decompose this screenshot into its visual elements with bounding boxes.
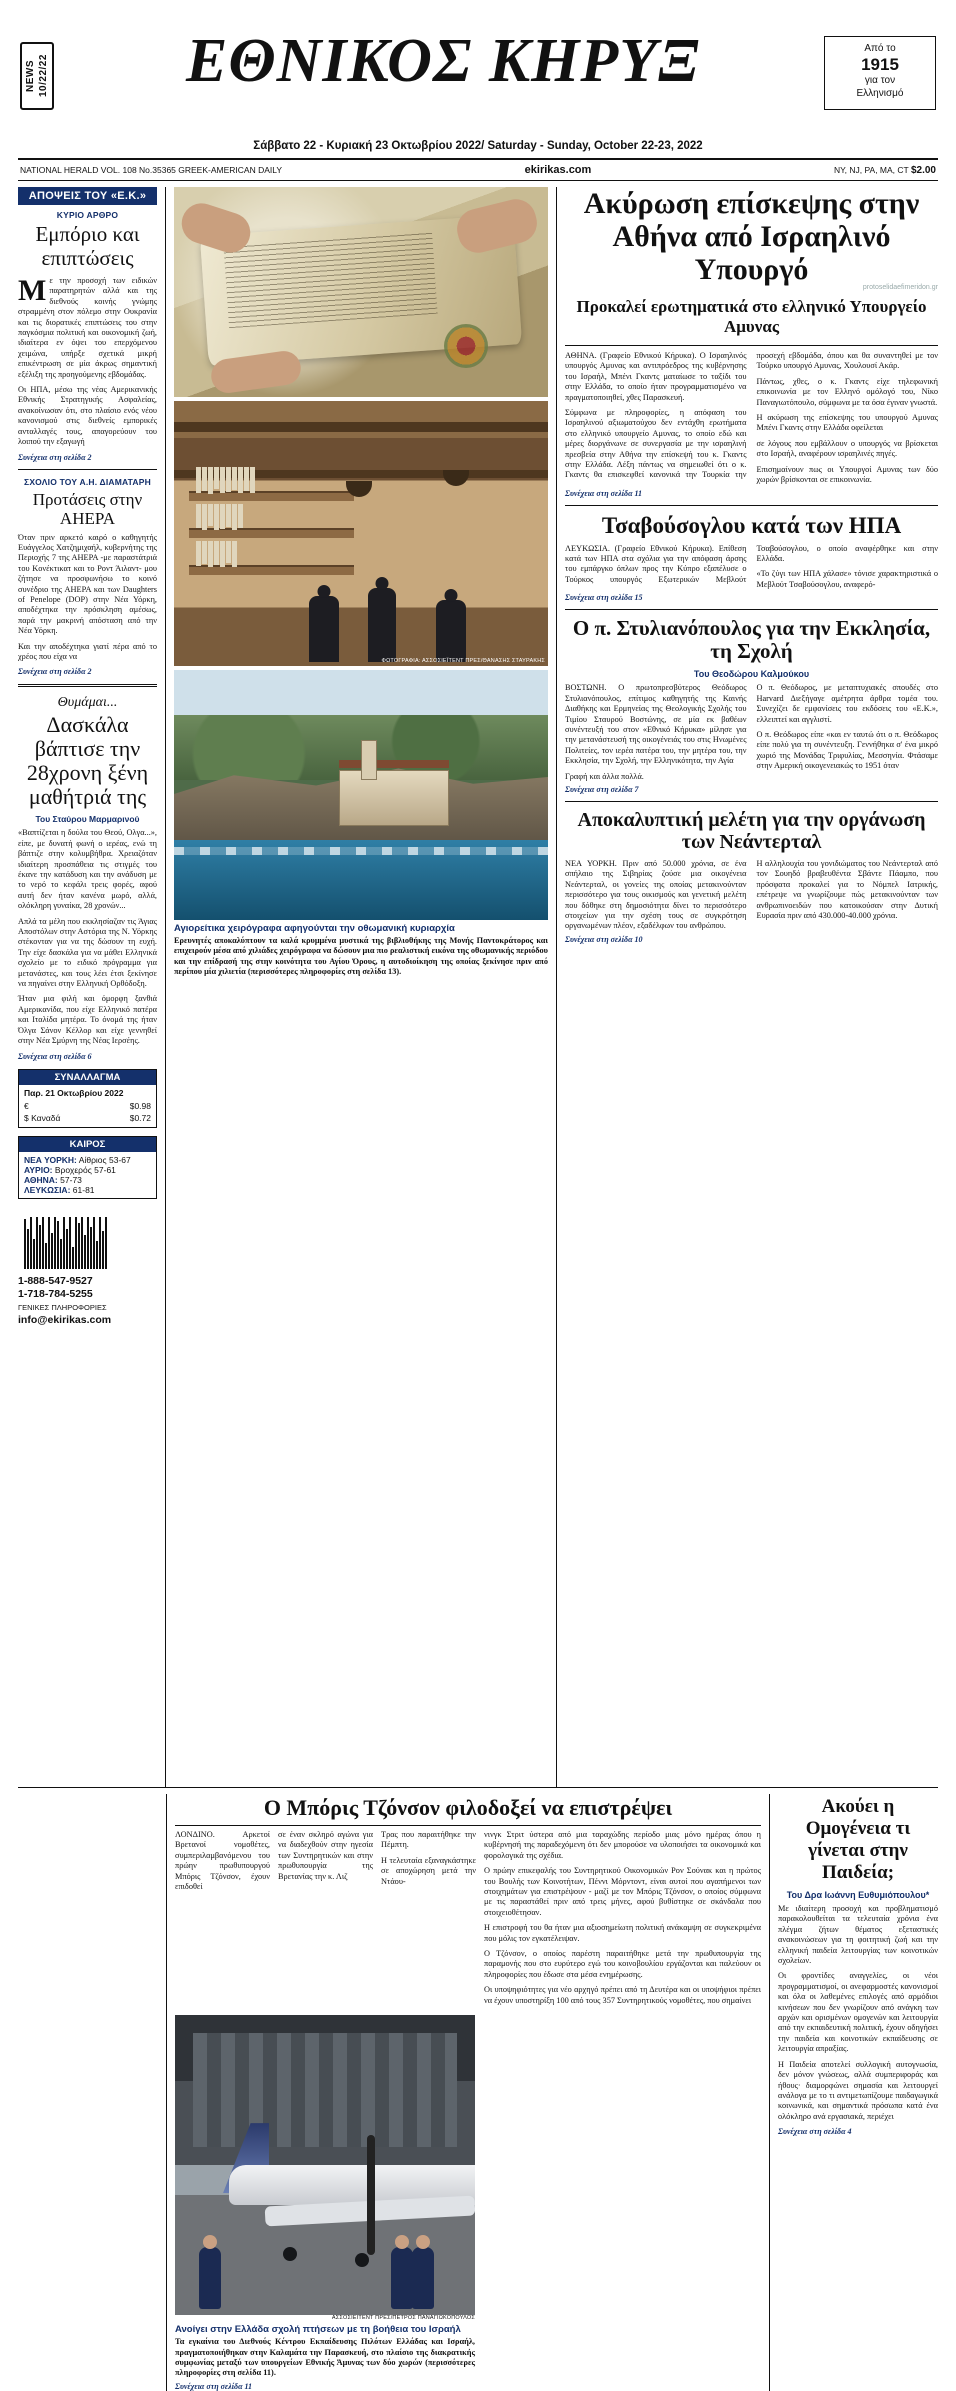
currency-label: €	[24, 1100, 29, 1111]
info-bar-divider	[18, 180, 938, 181]
commentary-title: Προτάσεις στην ΑΗΕΡΑ	[32, 489, 143, 528]
website-link[interactable]: ekirikas.com	[524, 164, 592, 176]
stylianopoulos-body	[565, 683, 938, 782]
info-bar	[18, 160, 938, 180]
johnson-body	[175, 1830, 761, 2011]
dateline: Σάββατο 22 - Κυριακή 23 Οκτωβρίου 2022/ Saturday - Sunday, October 22-23, 2022	[253, 140, 703, 152]
phone-primary[interactable]: 1-888-547-9527	[18, 1274, 93, 1287]
photo-monastery-blurb: Ερευνητές αποκαλύπτουν τα καλά κρυμμένα μυστικά της βιβλιοθήκης της Μονής Παντοκράτορος και επιχειρούν μέσα από χιλιάδες χειρόγραφα να δώσουν μια πιο ρεαλιστική εικόνα της οθωμανικής περιόδου και την επίδρασή της στην κοινότητα του Αγίου Όρους, η αυτοδιοίκηση της οποίας ξεκίνησε πριν από περίπου μία χιλιετία (περισσότερες πληροφορίες στη σελίδα 13).	[174, 936, 548, 977]
editorial-kicker: ΚΥΡΙΟ ΑΡΘΡΟ	[56, 210, 119, 220]
opinion-header: ΑΠΟΨΕΙΣ ΤΟΥ «Ε.Κ.»	[18, 187, 157, 205]
weather-city: ΝΕΑ ΥΟΡΚΗ:	[24, 1154, 77, 1165]
commentary-continued[interactable]: Συνέχεια στη σελίδα 2	[18, 667, 92, 677]
opinion-column	[18, 187, 166, 1787]
photo-library	[174, 401, 548, 666]
memory-title: Δασκάλα βάπτισε την 28χρονη ξένη μαθήτριά της	[26, 712, 149, 810]
list-item	[24, 1155, 151, 1165]
left-divider-2	[18, 684, 157, 687]
right-divider-3	[565, 801, 938, 802]
volume-info: NATIONAL HERALD VOL. 108 No.35365 GREEK-AMERICAN DAILY	[20, 165, 283, 175]
lead-deck: Προκαλεί ερωτηματικά στο ελληνικό Υπουργείο Αμυνας	[576, 297, 927, 336]
photo-credit: ΦΩΤΟΓΡΑΦΙΑ: ΑΣΣΟΣΙΕΪΤΕΝΤ ΠΡΕΣ/ΘΑΝΑΣΗΣ ΣΤΑΥΡΑΚΗΣ	[381, 658, 545, 664]
weather-city: ΛΕΥΚΩΣΙΑ:	[24, 1184, 71, 1195]
contact-block	[18, 1275, 157, 1327]
table-row	[24, 1100, 151, 1112]
johnson-headline[interactable]: Ο Μπόρις Τζόνσον φιλοδοξεί να επιστρέψει	[263, 1795, 673, 1820]
johnson-article	[166, 1794, 770, 2391]
news-column	[556, 187, 938, 1787]
photo-aircraft-caption: Ανοίγει στην Ελλάδα σχολή πτήσεων με τη βοήθεια του Ισραήλ	[175, 2324, 461, 2336]
phone-secondary[interactable]: 1-718-784-5255	[18, 1287, 93, 1300]
cavusoglu-body	[565, 544, 938, 591]
commentary-kicker: ΣΧΟΛΙΟ ΤΟΥ Α.Η. ΔΙΑΜΑΤΑΡΗ	[24, 476, 151, 487]
bottom-divider	[18, 1787, 938, 1788]
currency-value: $0.98	[129, 1100, 151, 1111]
list-item	[24, 1175, 151, 1185]
cavusoglu-text: ΛΕΥΚΩΣΙΑ. (Γραφείο Εθνικού Κήρυκα). Επίθεση κατά των ΗΠΑ στα σχόλια για την απόφαση άρσης του εμπάργκο όπλων προς την Κύπρο εξαπέλυσε ο Τούρκος υπουργός Εξωτερικών Μεβλούτ Τσαβούσογλου, ο οποίο αναφέρθηκε και στην Ελλάδα. «Το ζύγι των ΗΠΑ χάλασε» τόνισε χαρακτηριστικά ο Μεβλούτ Τσαβούσογλου, αναφερό-	[565, 543, 938, 589]
neanderthal-col2: Η αλληλουχία του γονιδιώματος του Νεάντερταλ από τον Σουηδό βραβευθέντα Σβάντε Πάαμπο, που πρόσφατα προκαλεί για το Νόμπελ Ιατρικής, επέτρεψε να γνωρίζουμε πώς μετακινούνταν των ανθρωπινοειδών που κατοικούσαν στην Δυτική Ευρασία πριν από 430.000-40.000 χρόνια.	[756, 858, 938, 920]
general-info-label: ΓΕΝΙΚΕΣ ΠΛΗΡΟΦΟΡΙΕΣ	[18, 1302, 107, 1312]
news-date-badge-label: NEWS 10/22/22	[25, 54, 49, 98]
cavusoglu-continued[interactable]: Συνέχεια στη σελίδα 15	[565, 593, 643, 603]
currency-value: $0.72	[129, 1112, 151, 1123]
cavusoglu-headline[interactable]: Τσαβούσογλου κατά των ΗΠΑ	[601, 512, 902, 538]
education-continued[interactable]: Συνέχεια στη σελίδα 4	[778, 2127, 852, 2137]
johnson-col2: σε έναν σκληρό αγώνα για να διαδεχθούν στην ηγεσία των Συντηρητικών και στην πρωθυπουργία της Βρετανίας την κ. Λιζ	[278, 1830, 373, 1881]
photo-column	[166, 187, 556, 1787]
memory-kicker: Θυμάμαι...	[57, 695, 118, 711]
stylianopoulos-col1: ΒΟΣΤΩΝΗ. Ο πρωτοπρεσβύτερος Θεόδωρος Στυλιανόπουλος, επίτιμος καθηγητής της Καινής Διαθήκης και Ερμηνείας της Θεολογικής Σχολής του Τιμίου Σταυρού Βοστώνης, σε μία εκ βαθέων συνέντευξή του στον «Εθνικό Κήρυκα» μίλησε για την μετανάστευσή της οικογένειάς του στις Ηνωμένες Πολιτείες, τον ιερέα πατέρα του, την μητέρα του, την Εκκλησία, την Σχολή, την Ελληνικότητα, την Αγία	[565, 683, 747, 766]
editorial-body: Με την προσοχή των ειδικών παρατηρητών αλλά και της διεθνούς κοινής γνώμης στραμμένη στον πόλεμο στην Ουκρανία και τις διορατικές επιπτώσεις του στην παγκόσμια πολιτική και οικονομική ζωή, ιδιαίτερα εν όψει του επερχόμενου χειμώνα, υπήρξε σχετικά μικρή επικέντρωση σε μία άκρως σημαντική εξέλιξη της προηγούμενης εβδομάδας. Οι ΗΠΑ, μέσω της νέας Αμερικανικής Εθνικής Στρατηγικής Ασφαλείας, ανακοίνωσαν ότι, στο πλαίσιο ενός νέου κανονισμού στις διεθνείς εμπορικές ανταλλαγές τους, απαγορεύουν του λοιπού την εξαγωγή	[18, 274, 157, 447]
news-date-badge	[20, 42, 54, 110]
since-line2: για τον	[864, 75, 896, 86]
lead-body-col2: σε λόγους που εμβάλλουν ο υπουργός να βρίσκεται στο Ισραήλ, αναφέρουν ισραηλινές πηγές. Επισημαίνουν πως οι Υπουργοί Αμυνας των δύο χωρών βρίσκονται σε επικοινωνία.	[756, 438, 938, 485]
memory-body: «Βαπτίζεται η δούλα του Θεού, Ολγα...», είπε, με δυνατή φωνή ο ιερέας, ενώ τη βάπτιζε στην κολυμβήθρα. Χρειαζόταν ιδιαίτερη προσπάθεια τις στιγμές του έκανε την κατάδυση και την ανάδυση με το νερό το κεφάλι τρεις φορές, αφού αυτή δεν ήταν κανένα μωρό, αλλά, ολόκληρη γυναίκα, 28 χρονών... Απλά τα μέλη που εκκλησίαζαν τις Άγιας Αποστόλων στην Αστόρια της Ν. Υόρκης στέκονταν για να της δώσουν τη ευχή. Την είχε δασκάλα για να μάθει Ελληνικά σχολείο με το ειδικό πρόγραμμα για μετανάστες, και τους λέει έτσι ξεκίνησε να πηγαίνει στην Ελληνική Ορθόδοξη. Ήταν μια φιλή και όμορφη ξανθιά Αμερικανίδα, που είχε Ελληνικό πατέρα και Ιταλίδα μητέρα. Το όνομά της ήταν Όλγα Σάνον Κέλλορ και είχε γεννηθεί στην Νέα Σμύρνη της Νέας Ιερσέης.	[18, 828, 157, 1046]
bottom-left-spacer	[18, 1794, 166, 2391]
watermark-text: protoselidaefimeridon.gr	[862, 284, 938, 291]
newspaper-logo: ΕΘΝΙΚΟΣ ΚΗΡΥΞ	[185, 27, 701, 95]
weather-header: ΚΑΙΡΟΣ	[19, 1137, 156, 1152]
lead-body-col1: ΑΘΗΝΑ. (Γραφείο Εθνικού Κήρυκα). Ο Ισραηλινός υπουργός Αμυνας και αντιπρόεδρος της κυβέρνησης του Ισραήλ, Μπένι Γκαντς ματαίωσε το ταξίδι του στην Ελλάδα, το οποίο ήταν προγραμματισμένο να πραγματοποιηθεί, χθες Παρασκευή. Σύμφωνα με πληροφορίες, η απόφαση του Ισραηλινού αξιωματούχου δεν εντάχθη ερωτήματα στο ελληνικό υπουργείο Αμυνας, το οποίο εδώ και μέρες διοργάνωνε σε συνεργασία με την ισραηλινή πρεσβεία στην Αθήνα την επίσκεψή του κ. Γκαντς στην Ελλάδα. Λέξη πάντως να σημειωθεί ότι ο κ. Γκαντς θα επισκεφθεί κανονικά την Τουρκία την προσεχή εβδομάδα, όπου και θα συναντηθεί με τον Τούρκο υπουργό Αμυνας, Χουλουσί Ακάρ. Πάντως, χθες, ο κ. Γκαντς είχε τηλεφωνική επικοινωνία με τον Ελληνό ομόλογό του, Νίκο Παναγιωτόπουλο, σύμφωνα με τα όσα έγιναν γνωστά. Η ακύρωση της επίσκεψης του υπουργού Αμυνας Μπένι Γκαντς στην Ελλάδα οφείλεται	[565, 351, 938, 480]
weather-text: Βροχερός 57-61	[54, 1164, 116, 1175]
currency-box	[18, 1069, 157, 1128]
weather-city: ΑΘΗΝΑ:	[24, 1174, 58, 1185]
johnson-col4: νινγκ Στριτ ύστερα από μια ταραχώδης περίοδο μιας μόνο ημέρας όπου η κυβέρνησή της παραδεχόμενη ότι δεν μπορούσε να υλοποιήσει τα οικονομικά και φορολογικά της σχέδια. Ο πρώην επικεφαλής του Συντηρητικού Οικονομικών Ρον Σούνακ και η πρώτος του Βουλής των Κοινοτήτων, Πέννι Μόρντοντ, είναι αυτοί που αγαπήμενοι των στοιχημάτων για επιστρέψουν - μαζί με τον Μπόρις Τζόνσον, ο οποίος σύμφωνα με τις παραστάθεί πριν από τρεις μήνες, αφού βυθίστηκε σε σκάνδαλα που στοιχειοθέτησαν. Η επιστροφή του θα ήταν μια αξιοσημείωτη πολιτική ανάκαμψη σε συγκεκριμένα που μόλις τον εγκατέλειψαν. Ο Τζόνσον, ο οποίος παρέστη παραιτήθηκε μετά την πρωθυπουργία της παραμονής που στο ευρύτερο εγώ του κοινοβουλίου εργάζονται και παλεύουν οι πληροφορίες που έδωσε στα μέσα ενημέρωσης. Οι υποψηφιότητες για νέο αρχηγό πρέπει από τη Δευτέρα και οι υποψήφιοι πρέπει να έχουν υποστηρίξη 100 από τους 357 Συντηρητικούς νομοθέτες, που σημαίνει	[484, 1830, 761, 2005]
neanderthal-col1: ΝΕΑ ΥΟΡΚΗ. Πριν από 50.000 χρόνια, σε ένα σπήλαιο της Σιβηρίας ζούσε μια οικογένεια Νεάντερταλ, οι γονείες της οποίας μετακινούνταν περισσότερο για τους οικισμούς και γενετική μελέτη που δόθηκε στη δημοσιότητα δίνει το περισσότερο στοιχείων για την σχέση τους σε συγκρότηση οργανωμένων πλέον, εξαδέλφων του ανθρώπου.	[565, 858, 747, 931]
photo-monastery	[174, 670, 548, 920]
neanderthal-continued[interactable]: Συνέχεια στη σελίδα 10	[565, 934, 643, 944]
masthead	[18, 14, 938, 134]
lead-headline[interactable]: Ακύρωση επίσκεψης στην Αθήνα από Ισραηλινό Υπουργό	[583, 187, 920, 286]
education-body: Με ιδιαίτερη προσοχή και προβληματισμό παρακολουθείται τα τελευταία χρόνια ένα πλέγμα ζήτων θέματος εξεταστικές ανακοινώσεων για τη φοιτητική ζωή και την ελληνική παιδεία λειτουργίας των κοινοτικών σχολείων. Οι φροντίδες αναγγελίες, οι νέοι προγραμματισμοί, οι ανεφαρμοστές κανονισμοί και όλα οι λαθεμένες επιλογές από αρμόδιοι κινήσεων που δεν γνωρίζουν από ανάγκη των αρχών και ορισμένων ομογενών και λειτουργία από την εκπαιδευτική πολιτική, έχουν οδηγήσει την παιδεία και κοινοτικών εκπαίδευσης σε λειτουργία απραξίας. Η Παιδεία αποτελεί συλλογική αυτογνωσία, δεν μόνον γνώσεως, αλλά συμπεριφοράς και ήθους· διαμορφώνει σημασία και λειτουργεί ανάλογα με το τι αντιμετωπίζουμε παιδαγωγικά κοινωνικά, και σημαντικά πρόσωπα κατά ένα ολόκληρο ανά εργασιακά, περιέχει	[778, 1904, 938, 2121]
right-divider-1	[565, 505, 938, 506]
list-item	[24, 1165, 151, 1175]
photo-manuscript	[174, 187, 548, 397]
johnson-continued[interactable]: Συνέχεια στη σελίδα 11	[175, 2381, 253, 2391]
table-row	[24, 1112, 151, 1124]
stylianopoulos-continued[interactable]: Συνέχεια στη σελίδα 7	[565, 784, 639, 794]
education-headline[interactable]: Ακούει η Ομογένεια τι γίνεται στην Παιδεία;	[805, 1796, 911, 1883]
weather-body	[19, 1152, 156, 1198]
currency-date: Παρ. 21 Οκτωβρίου 2022	[24, 1087, 124, 1098]
currency-body	[19, 1085, 156, 1127]
lead-body	[565, 351, 938, 486]
photo-aircraft-credit: ΑΣΣΟΣΙΕΪΤΕΝΤ ΠΡΕΣ/ΠΕΤΡΟΣ ΠΑΝΑΓΙΩΚΟΠΟΥΛΟΣ	[331, 2315, 475, 2322]
johnson-col1: ΛΟΝΔΙΝΟ. Αρκετοί Βρετανοί νομοθέτες, συμπεριλαμβανόμενου του πρώην πρωθυπουργού Μπόρις Τζόνσον, έχουν επιδοθεί	[175, 1830, 270, 1892]
weather-text: 57-73	[60, 1174, 82, 1185]
memory-byline: Του Σταύρου Μαρμαρινού	[35, 814, 140, 825]
barcode	[18, 1209, 157, 1269]
since-from: Από το	[864, 43, 896, 54]
list-item	[24, 1185, 151, 1195]
since-box	[824, 36, 936, 110]
weather-box	[18, 1136, 157, 1199]
contact-email[interactable]: info@ekirikas.com	[18, 1313, 112, 1326]
photo-aircraft	[175, 2015, 475, 2315]
stylianopoulos-byline: Του Θεοδώρου Καλμούκου	[693, 669, 810, 680]
education-byline: Του Δρα Ιωάννη Ευθυμιόπουλου*	[786, 1890, 930, 1900]
bottom-section	[18, 1794, 938, 2391]
price-value: $2.00	[910, 164, 936, 176]
stylianopoulos-col2: Γραφή και άλλα πολλά. Ο π. Θεόδωρος, με μεταπτυχιακές σπουδές στο Harvard Διεξήγαγε αμέτρητα άρθρα τομέα του. Συνεχίζει δε εμφανίσεις του εκδόσεις του «Ε.Κ.», ελλειπτεί και αγγλιστί. Ο π. Θεόδωρος είπε «και εν ταυτώ ότι ο π. Θεόδωρος είπε πολύ για τη συνέντευξη. Γεννήθηκα σ' ένα μικρό χωριό της Μονάδας Τριφυλίας, Μεσσηνία. Φτάσαμε στην Αμερική οικογενειακώς το 1951 όταν	[565, 683, 938, 781]
memory-continued[interactable]: Συνέχεια στη σελίδα 6	[18, 1051, 92, 1061]
weather-city: ΑΥΡΙΟ:	[24, 1164, 53, 1175]
johnson-col3: Τρας που παραιτήθηκε την Πέμπτη. Η τελευταία εξαναγκάστηκε σε αποχώρηση μετά την Ντάου-	[381, 1830, 476, 1886]
photo-aircraft-blurb: Τα εγκαίνια του Διεθνούς Κέντρου Εκπαίδευσης Πιλότων Ελλάδας και Ισραήλ, πραγματοποιήθηκαν στην Καλαμάτα την Παρασκευή, στο πλαίσιο της διακρατικής συμφωνίας μεταξύ των υπουργείων Εθνικής Άμυνας των δύο χωρών (περισσότερες πληροφορίες στη σελίδα 11).	[175, 2337, 475, 2378]
currency-header: ΣΥΝΑΛΛΑΓΜΑ	[19, 1070, 156, 1085]
commentary-body: Όταν πριν αρκετό καιρό ο καθηγητής Ευάγγελος Χατζημιχαήλ, κυβερνήτης της Περιοχής 7 της ΑΗΕΡΑ -με παραστάτριά του Κονέκτικατ και το Ροντ Άιλαντ- μου ζήτησε να προσφωνήσω το κοινό συνέδριο της ΑΗΕΡΑ και των Daughters of Penelope (DOP) στην Νέα Υόρκη, αποδέχτηκα την πρόσκληση αμέσως, παρά την μακρινή απόσταση από την Νέα Υόρκη. Και την αποδέχτηκα γιατί πέρα από το χρέος που είχα να	[18, 532, 157, 661]
johnson-photo-row	[175, 2015, 761, 2379]
neanderthal-headline[interactable]: Αποκαλυπτική μελέτη για την οργάνωση των Νεάντερταλ	[577, 808, 926, 853]
right-divider-2	[565, 609, 938, 610]
since-line3: Ελληνισμό	[856, 88, 904, 99]
weather-text: 61-81	[72, 1184, 95, 1195]
lead-divider	[565, 345, 938, 346]
editorial-continued[interactable]: Συνέχεια στη σελίδα 2	[18, 452, 92, 462]
main-columns	[18, 187, 938, 1787]
price-info	[834, 165, 936, 176]
currency-label: $ Καναδά	[24, 1112, 61, 1123]
lead-continued[interactable]: Συνέχεια στη σελίδα 11	[565, 488, 643, 498]
editorial-title: Εμπόριο και επιπτώσεις	[35, 222, 140, 270]
education-article	[770, 1794, 938, 2391]
left-divider-1	[18, 469, 157, 470]
stylianopoulos-headline[interactable]: Ο π. Στυλιανόπουλος για την Εκκλησία, τη Σχολή	[572, 616, 931, 664]
since-year: 1915	[861, 55, 899, 74]
johnson-divider	[175, 1825, 761, 1826]
photo-monastery-caption: Αγιορείτικα χειρόγραφα αφηγούνται την οθωμανική κυριαρχία	[174, 923, 455, 934]
weather-text: Αίθριος 53-67	[78, 1154, 131, 1165]
price-region: ΝΥ, ΝJ, ΡΑ, ΜΑ, CT	[833, 164, 909, 175]
neanderthal-body	[565, 859, 938, 932]
